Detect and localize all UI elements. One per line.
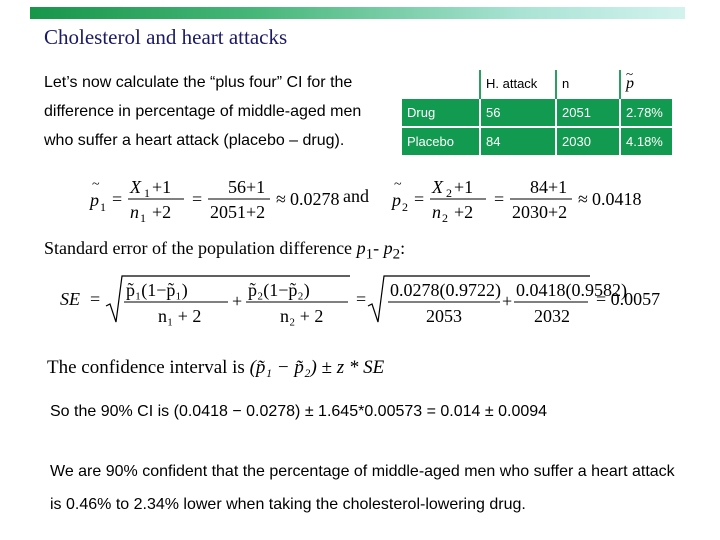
table-header-cell: [620, 70, 672, 98]
confidence-interval-formula: [47, 357, 384, 379]
p1-symbol: p: [90, 190, 99, 210]
table-cell-p: 2.78%: [620, 98, 672, 127]
n2-subscript: 2: [442, 211, 448, 225]
standard-error-formula: [60, 272, 660, 332]
p1-subscript: 1: [100, 200, 106, 214]
se-intro-prefix: Standard error of the population difference: [44, 238, 357, 258]
value-denominator: 2051+2: [210, 202, 266, 222]
term2-numerator: p̃₂(1−p̃₂): [248, 280, 310, 300]
p-tilde-symbol: ~ p: [626, 75, 634, 92]
equals-sign: =: [192, 189, 203, 209]
p1-symbol: p: [356, 238, 366, 258]
intro-text: Let’s now calculate the “plus four” CI for the difference in percentage of middle-aged men who suffer a heart attack (placebo – drug).: [44, 74, 362, 149]
p1-result: 0.0278: [290, 189, 340, 209]
p2-subscript: 2: [402, 200, 408, 214]
p2-result: 0.0418: [592, 189, 642, 209]
equals-sign: =: [90, 289, 101, 309]
p1-estimate-equation: [90, 174, 340, 224]
table-cell-attack: 56: [480, 98, 556, 127]
p2-equation-svg: [392, 174, 642, 225]
data-table: [402, 70, 672, 155]
value2-denominator: 2032: [534, 306, 570, 326]
p2-symbol: p: [392, 190, 401, 210]
table-header-cell: [402, 70, 480, 98]
x2-subscript: 2: [446, 186, 452, 200]
se-formula-svg: [60, 272, 660, 332]
equals-sign: =: [112, 189, 123, 209]
and-text: and: [343, 186, 369, 206]
value2-numerator: 0.0418(0.9582): [516, 280, 627, 300]
ci-result-text: So the 90% CI is (0.0418 − 0.0278) ± 1.645*0.00573 = 0.014 ± 0.0094: [50, 403, 548, 420]
p2-subscript: 2: [392, 246, 401, 263]
minus-text: -: [373, 238, 384, 258]
value-denominator: 2030+2: [512, 202, 568, 222]
ci-formula-text: (p̃₁ − p̃₂) ± z * SE: [249, 357, 385, 378]
equals-sign: =: [356, 289, 367, 309]
denominator-tail: +2: [152, 202, 172, 222]
plus-sign: +: [502, 291, 513, 311]
value-numerator: 56+1: [228, 177, 266, 197]
table-cell-group: Drug: [402, 98, 480, 127]
table-header-row: [402, 70, 672, 98]
table-row: [402, 127, 672, 155]
term2-denominator: n₂ + 2: [280, 306, 324, 326]
term1-numerator: p̃₁(1−p̃₁): [126, 280, 188, 300]
x1-subscript: 1: [144, 186, 150, 200]
x1-symbol: X: [130, 177, 141, 197]
se-result: = 0.0057: [596, 289, 661, 309]
table-cell-n: 2051: [556, 98, 620, 127]
numerator-tail: +1: [152, 177, 172, 197]
se-symbol: SE: [60, 289, 80, 309]
n1-symbol: n: [130, 202, 139, 222]
n2-symbol: n: [432, 202, 441, 222]
colon-text: :: [400, 238, 406, 258]
tilde-mark: ~: [394, 177, 402, 192]
approx-sign: ≈: [578, 189, 588, 209]
value1-denominator: 2053: [426, 306, 462, 326]
n1-subscript: 1: [140, 211, 146, 225]
table-cell-p: 4.18%: [620, 127, 672, 155]
value1-numerator: 0.0278(0.9722): [390, 280, 501, 300]
numerator-tail: +1: [454, 177, 474, 197]
approx-sign: ≈: [276, 189, 286, 209]
p2-symbol: p: [383, 238, 393, 258]
se-intro-text: [44, 238, 405, 264]
slide-title: Cholesterol and heart attacks: [44, 25, 288, 49]
ci-label-text: The confidence interval is: [47, 357, 245, 378]
p1-equation-svg: [90, 174, 340, 224]
equals-sign: =: [414, 189, 425, 209]
table-header-cell: H. attack: [480, 70, 556, 98]
equals-sign: =: [494, 189, 505, 209]
term1-denominator: n₁ + 2: [158, 306, 202, 326]
plus-sign: +: [232, 291, 243, 311]
p2-estimate-equation: [392, 174, 642, 225]
table-cell-attack: 84: [480, 127, 556, 155]
table-cell-group: Placebo: [402, 127, 480, 155]
table-header-cell: n: [556, 70, 620, 98]
table-row: [402, 98, 672, 127]
p1-subscript: 1: [365, 246, 374, 263]
conclusion-text: We are 90% confident that the percentage of middle-aged men who suffer a heart attack is 0.46% to 2.34% lower when taking the cholesterol-lowering drug.: [50, 463, 675, 513]
x2-symbol: X: [432, 177, 443, 197]
value-numerator: 84+1: [530, 177, 568, 197]
tilde-mark: ~: [92, 177, 100, 192]
header-gradient-bar: [30, 7, 685, 19]
table-cell-n: 2030: [556, 127, 620, 155]
denominator-tail: +2: [454, 202, 474, 222]
